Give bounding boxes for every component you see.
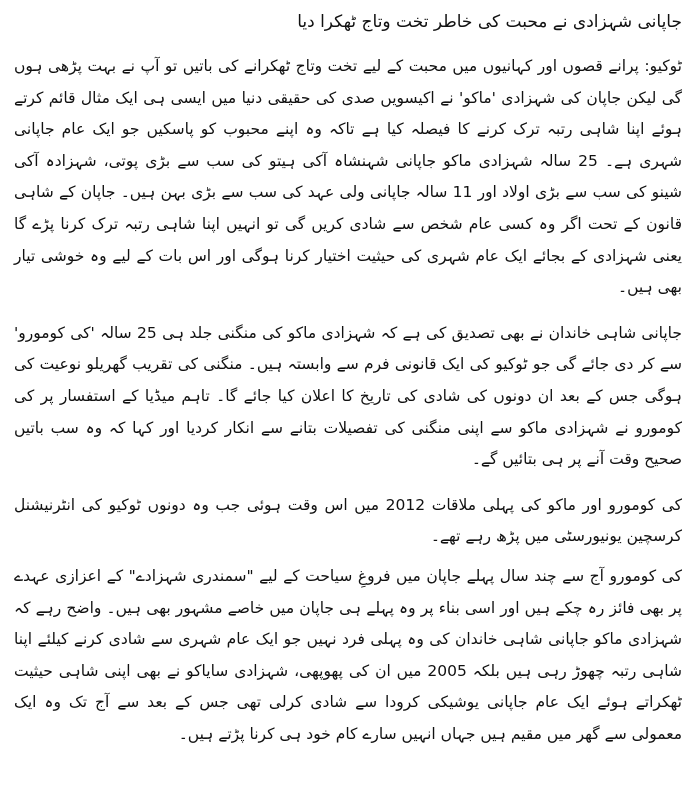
article-paragraph-2: جاپانی شاہی خاندان نے بھی تصدیق کی ہے کہ شہزادی ماکو کی منگنی جلد ہی 25 سالہ 'کی کومورو' سے کر دی جائے گی جو ٹوکیو کی ایک قانونی فرم سے وابستہ ہیں۔ منگنی کی تقریب گھریلو نوعیت کی ہوگی جس کے بعد ان دونوں کی شادی کی تاریخ کا اعلان کیا جائے گا۔ تاہم میڈیا کے استفسار پر کی کومورو نے شہزادی ماکو سے اپنی منگنی کی تفصیلات بتانے سے انکار کردیا اور کہا کہ وہ سب باتیں صحیح وقت آنے پر ہی بتائیں گے۔ — [14, 323, 682, 469]
article-title: جاپانی شہزادی نے محبت کی خاطر تخت وتاج ٹھکرا دیا — [297, 12, 682, 32]
article-paragraph-4: کی کومورو آج سے چند سال پہلے جاپان میں فروغِ سیاحت کے لیے "سمندری شہزادے" کے اعزازی عہدے پر بھی فائز رہ چکے ہیں اور اسی بناء پر وہ پہلے ہی جاپان میں خاصے مشہور بھی ہیں۔ واضح رہے کہ شہزادی ماکو جاپانی شاہی خاندان کی وہ پہلی فرد نہیں جو ایک عام شہری سے شادی کرنے کیلئے اپنا شاہی رتبہ چھوڑ رہی ہیں بلکہ 2005 میں ان کی پھوپھی، شہزادی سایاکو نے بھی اپنی شاہی حیثیت ٹھکراتے ہوئے ایک عام جاپانی یوشیکی کرودا سے شادی کرلی تھی جس کے بعد سے آج تک وہ ایک معمولی سے گھر میں مقیم ہیں جہاں انہیں سارے کام خود ہی کرنا پڑتے ہیں۔ — [14, 566, 682, 743]
article-paragraph-3: کی کومورو اور ماکو کی پہلی ملاقات 2012 میں اس وقت ہوئی جب وہ دونوں ٹوکیو کی انٹرنیشنل کرسچین یونیورسٹی میں پڑھ رہے تھے۔ — [14, 495, 682, 546]
article-paragraph-1: ٹوکیو: پرانے قصوں اور کہانیوں میں محبت کے لیے تخت وتاج ٹھکرانے کی باتیں تو آپ نے بہت پڑھی ہوں گی لیکن جاپان کی شہزادی 'ماکو' نے اکیسویں صدی کی حقیقی دنیا میں ایسی ہی ایک مثال قائم کرتے ہوئے اپنا شاہی رتبہ ترک کرنے کا فیصلہ کیا ہے تاکہ وہ اپنے محبوب کو پاسکیں جو ایک عام جاپانی شہری ہے۔ 25 سالہ شہزادی ماکو جاپانی شہنشاہ آکی ہیتو کی سب سے بڑی پوتی، شہزادہ آکی شینو کی سب سے بڑی اولاد اور 11 سالہ جاپانی ولی عہد کی سب سے بڑی بہن ہیں۔ جاپان کے شاہی قانون کے تحت اگر وہ کسی عام شخص سے شادی کریں گی تو انہیں اپنا شاہی رتبہ ترک کرنا پڑے گا یعنی شہزادی کے بجائے ایک عام شہری کی حیثیت اختیار کرنا ہوگی اور اس بات کے لیے وہ خوشی تیار بھی ہیں۔ — [14, 57, 682, 297]
